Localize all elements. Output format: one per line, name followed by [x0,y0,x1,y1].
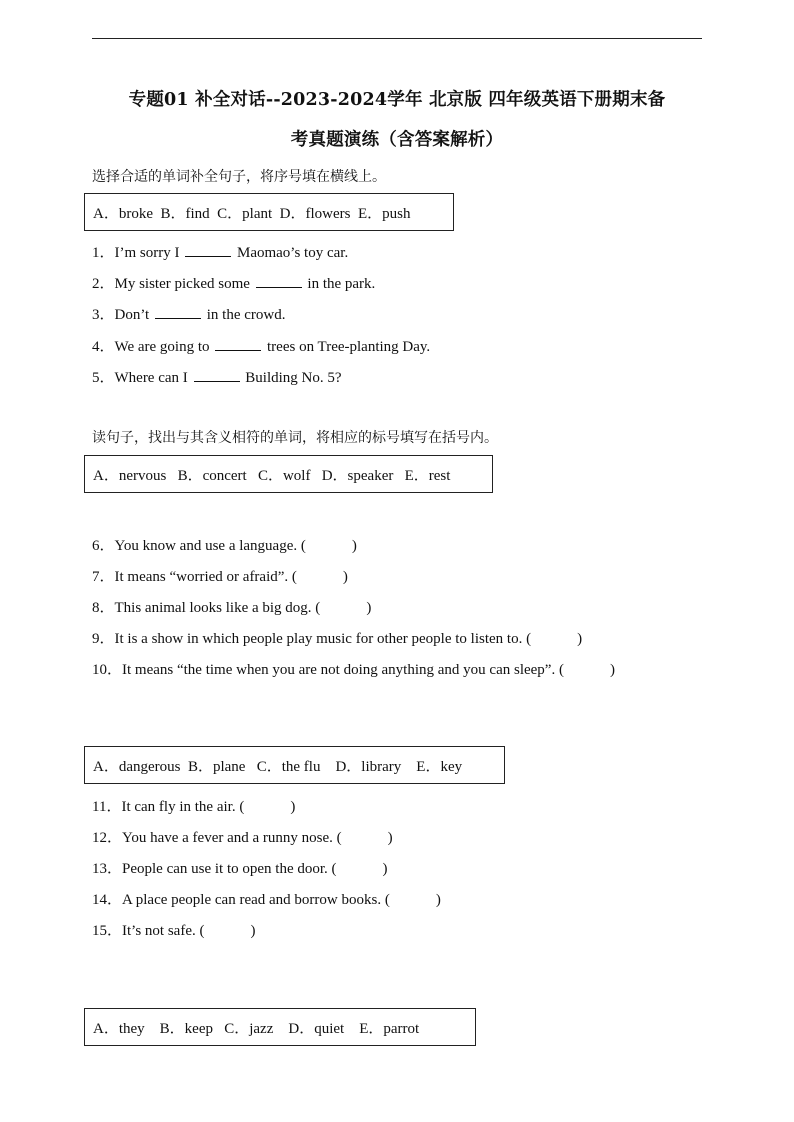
document-title-line-2: 考真题演练（含答案解析） [290,130,504,150]
section3-word-bank: A．dangerous B．plane C．the flu D．library E．key [84,746,505,784]
question-6: 6．You know and use a language. ( ) [92,538,357,554]
question-4: 4．We are going to trees on Tree-planting Day. [92,339,431,355]
answer-blank-3[interactable] [155,306,201,319]
question-13: 13．People can use it to open the door. ( ) [92,861,388,877]
question-10: 10．It means “the time when you are not doing anything and you can sleep”. ( ) [92,662,615,678]
section2-instruction: 读句子，找出与其含义相符的单词，将相应的标号填写在括号内。 [92,430,498,446]
section2-word-bank: A．nervous B．concert C．wolf D．speaker E．rest [84,455,493,493]
question-9: 9．It is a show in which people play music for other people to listen to. ( ) [92,631,583,647]
answer-blank-2[interactable] [256,275,302,288]
question-5: 5．Where can I Building No. 5? [92,370,342,386]
question-11: 11．It can fly in the air. ( ) [92,799,296,815]
answer-blank-5[interactable] [194,369,240,382]
section1-word-bank: A．broke B．find C．plant D．flowers E．push [84,193,454,231]
question-2: 2．My sister picked some in the park. [92,276,376,292]
question-12: 12．You have a fever and a runny nose. ( ) [92,830,393,846]
question-3: 3．Don’t in the crowd. [92,307,286,323]
section4-word-bank: A．they B．keep C．jazz D．quiet E．parrot [84,1008,476,1046]
answer-blank-1[interactable] [185,244,231,257]
section1-instruction: 选择合适的单词补全句子，将序号填在横线上。 [92,169,386,185]
question-7: 7．It means “worried or afraid”. ( ) [92,569,348,585]
question-14: 14．A place people can read and borrow books. ( ) [92,892,441,908]
question-1: 1．I’m sorry I Maomao’s toy car. [92,245,349,261]
answer-blank-4[interactable] [215,338,261,351]
question-15: 15．It’s not safe. ( ) [92,923,256,939]
document-title-line-1: 专题01 补全对话--2023-2024学年 北京版 四年级英语下册期末备 [128,90,666,110]
header-rule [92,38,702,39]
question-8: 8．This animal looks like a big dog. ( ) [92,600,372,616]
